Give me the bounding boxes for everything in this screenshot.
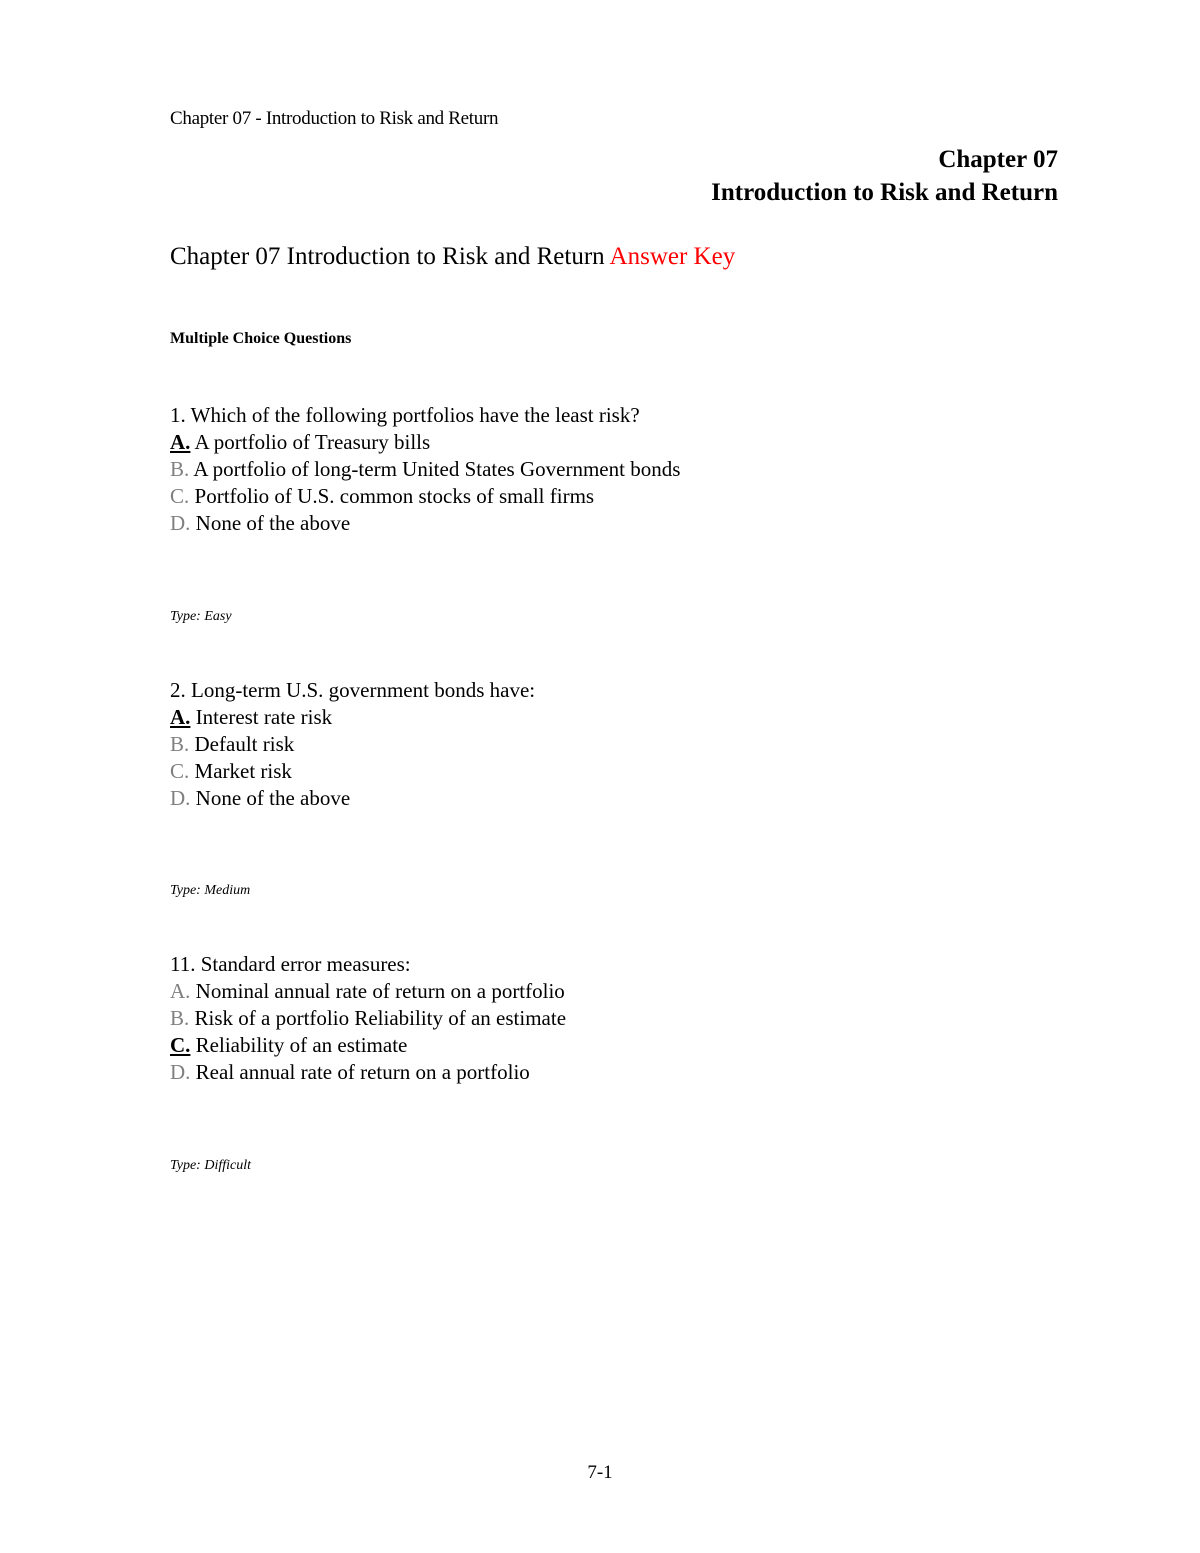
chapter-number: Chapter 07 bbox=[938, 146, 1058, 173]
choice-c bbox=[170, 758, 535, 785]
choice-letter: C. bbox=[170, 1033, 191, 1057]
choice-letter: A. bbox=[170, 430, 191, 454]
choice-text: Risk of a portfolio Reliability of an estimate bbox=[189, 1006, 567, 1030]
choice-d bbox=[170, 1059, 566, 1086]
choice-letter: C. bbox=[170, 759, 190, 783]
answer-key-label: Answer Key bbox=[609, 243, 736, 270]
question-11 bbox=[170, 951, 566, 1086]
question-1 bbox=[170, 402, 680, 537]
choice-c bbox=[170, 1032, 566, 1059]
question-2 bbox=[170, 677, 535, 812]
choice-letter: A. bbox=[170, 705, 191, 729]
choice-b bbox=[170, 731, 535, 758]
choice-text: A portfolio of long-term United States Government bonds bbox=[189, 457, 681, 481]
choice-a bbox=[170, 429, 680, 456]
choice-text: None of the above bbox=[190, 511, 351, 535]
choice-text: Reliability of an estimate bbox=[190, 1033, 408, 1057]
choice-letter: B. bbox=[170, 732, 190, 756]
question-stem: 1. Which of the following portfolios have the least risk? bbox=[170, 403, 640, 427]
choice-text: None of the above bbox=[190, 786, 351, 810]
choice-d bbox=[170, 785, 535, 812]
choice-letter: D. bbox=[170, 786, 191, 810]
chapter-name: Introduction to Risk and Return bbox=[711, 179, 1058, 206]
choice-letter: B. bbox=[170, 1006, 190, 1030]
choice-text: Nominal annual rate of return on a portfolio bbox=[190, 979, 565, 1003]
choice-d bbox=[170, 510, 680, 537]
choice-letter: D. bbox=[170, 511, 191, 535]
choice-letter: B. bbox=[170, 457, 190, 481]
answer-key-heading bbox=[170, 243, 735, 271]
choice-text: Portfolio of U.S. common stocks of small firms bbox=[189, 484, 595, 508]
choice-text: A portfolio of Treasury bills bbox=[190, 430, 431, 454]
choice-letter: A. bbox=[170, 979, 191, 1003]
question-stem: 11. Standard error measures: bbox=[170, 952, 411, 976]
chapter-title bbox=[711, 143, 1058, 209]
choice-b bbox=[170, 1005, 566, 1032]
choice-c bbox=[170, 483, 680, 510]
choice-a bbox=[170, 704, 535, 731]
section-heading: Multiple Choice Questions bbox=[170, 330, 352, 347]
choice-b bbox=[170, 456, 680, 483]
question-11-type: Type: Difficult bbox=[170, 1158, 251, 1173]
choice-letter: C. bbox=[170, 484, 190, 508]
question-1-type: Type: Easy bbox=[170, 609, 232, 624]
choice-text: Market risk bbox=[189, 759, 292, 783]
choice-text: Interest rate risk bbox=[190, 705, 333, 729]
choice-text: Default risk bbox=[189, 732, 295, 756]
choice-a bbox=[170, 978, 566, 1005]
question-stem: 2. Long-term U.S. government bonds have: bbox=[170, 678, 536, 702]
choice-text: Real annual rate of return on a portfolio bbox=[190, 1060, 530, 1084]
question-2-type: Type: Medium bbox=[170, 883, 251, 898]
running-header: Chapter 07 - Introduction to Risk and Return bbox=[170, 108, 499, 129]
answer-key-heading-text: Chapter 07 Introduction to Risk and Return bbox=[170, 243, 610, 270]
page-number: 7-1 bbox=[587, 1462, 613, 1483]
choice-letter: D. bbox=[170, 1060, 191, 1084]
